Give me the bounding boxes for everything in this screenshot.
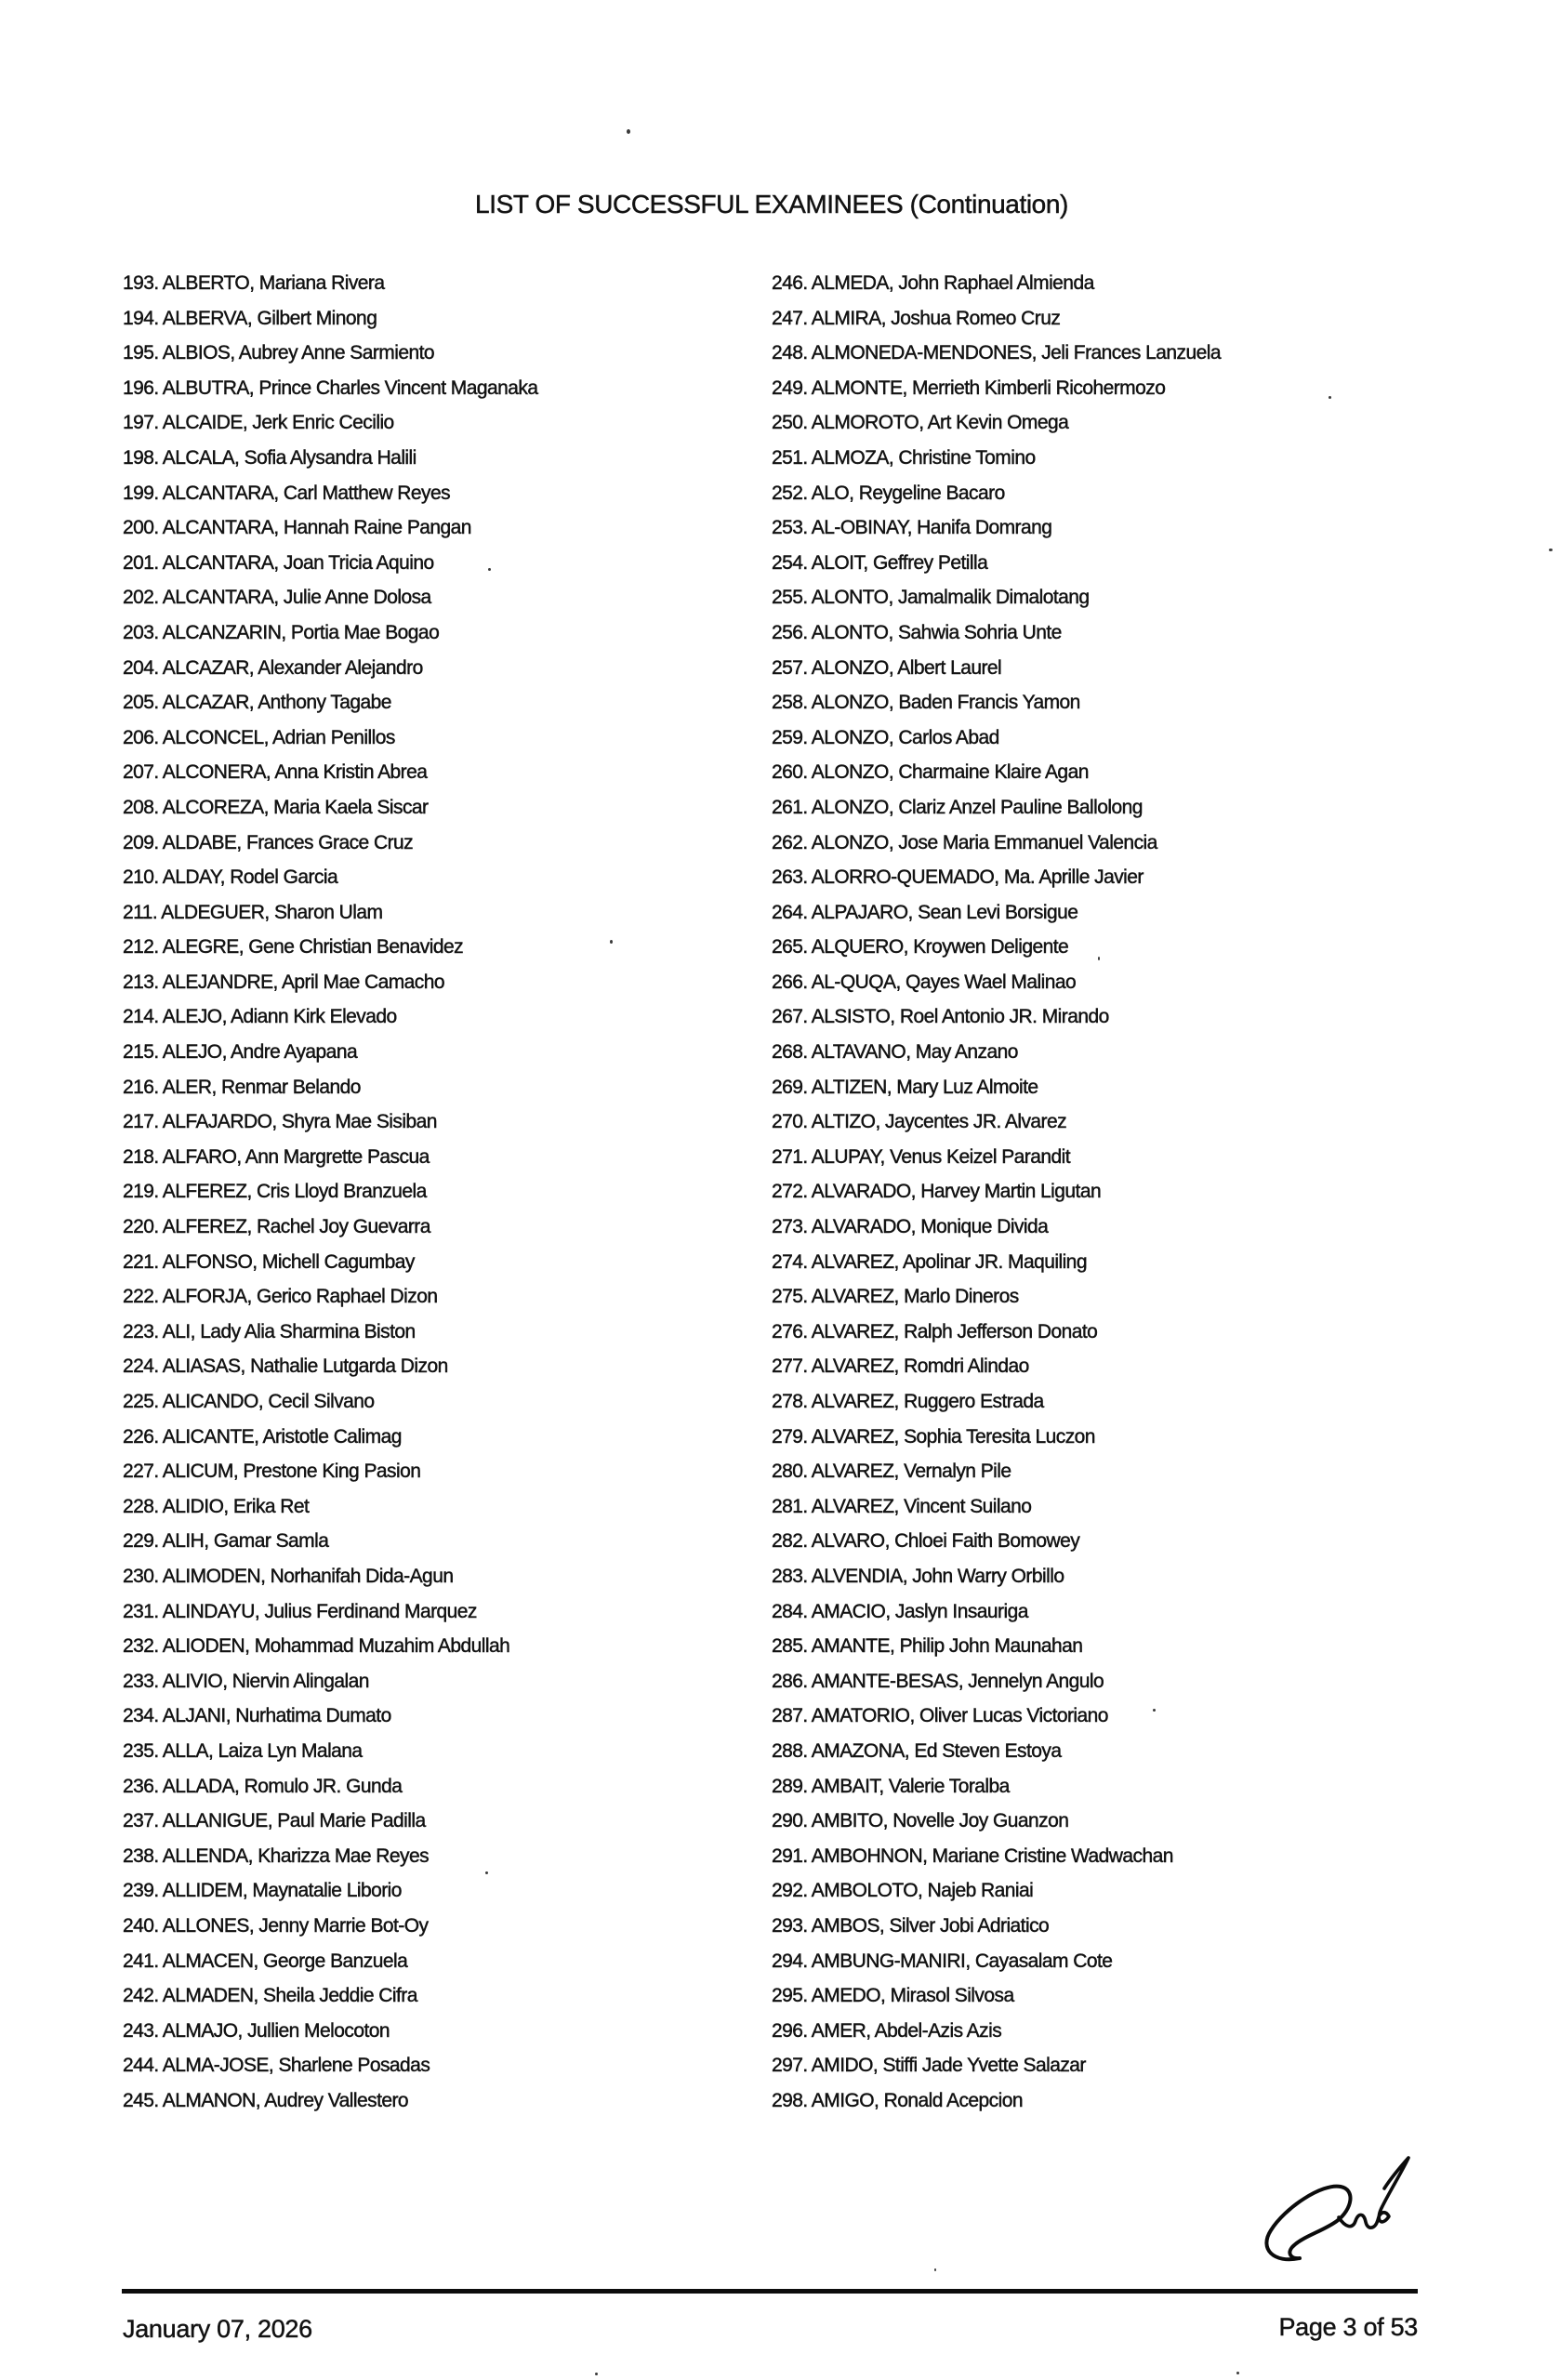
examinee-entry: 208. ALCOREZA, Maria Kaela Siscar — [123, 796, 429, 818]
examinee-entry: 201. ALCANTARA, Joan Tricia Aquino — [123, 551, 434, 574]
examinee-entry: 219. ALFEREZ, Cris Lloyd Branzuela — [123, 1181, 427, 1203]
scan-speck — [1549, 549, 1553, 551]
examinee-entry: 220. ALFEREZ, Rachel Joy Guevarra — [123, 1216, 430, 1238]
examinee-entry: 282. ALVARO, Chloei Faith Bomowey — [772, 1530, 1080, 1553]
examinee-entry: 250. ALMOROTO, Art Kevin Omega — [772, 412, 1069, 434]
examinee-entry: 226. ALICANTE, Aristotle Calimag — [123, 1425, 402, 1448]
examinee-entry: 204. ALCAZAR, Alexander Alejandro — [123, 656, 423, 679]
examinees-column-right — [772, 266, 1422, 2118]
examinee-entry: 290. AMBITO, Novelle Joy Guanzon — [772, 1810, 1069, 1832]
examinee-entry: 266. AL-QUQA, Qayes Wael Malinao — [772, 971, 1077, 993]
examinee-entry: 293. AMBOS, Silver Jobi Adriatico — [772, 1914, 1050, 1937]
examinee-entry: 235. ALLA, Laiza Lyn Malana — [123, 1739, 363, 1762]
examinee-entry: 210. ALDAY, Rodel Garcia — [123, 866, 338, 889]
examinee-entry: 206. ALCONCEL, Adrian Penillos — [123, 726, 395, 748]
examinee-entry: 205. ALCAZAR, Anthony Tagabe — [123, 692, 391, 714]
examinee-entry: 288. AMAZONA, Ed Steven Estoya — [772, 1739, 1062, 1762]
examinee-entry: 286. AMANTE-BESAS, Jennelyn Angulo — [772, 1670, 1104, 1692]
examinee-entry: 213. ALEJANDRE, April Mae Camacho — [123, 971, 445, 993]
examinee-entry: 227. ALICUM, Prestone King Pasion — [123, 1461, 421, 1483]
examinee-entry: 254. ALOIT, Geffrey Petilla — [772, 551, 988, 574]
examinee-entry: 274. ALVAREZ, Apolinar JR. Maquiling — [772, 1250, 1087, 1273]
examinee-entry: 271. ALUPAY, Venus Keizel Parandit — [772, 1145, 1071, 1168]
examinee-entry: 214. ALEJO, Adiann Kirk Elevado — [123, 1006, 397, 1028]
examinee-entry: 252. ALO, Reygeline Bacaro — [772, 482, 1005, 504]
scan-speck — [1236, 2372, 1239, 2374]
examinee-entry: 276. ALVAREZ, Ralph Jefferson Donato — [772, 1320, 1098, 1342]
examinee-entry: 238. ALLENDA, Kharizza Mae Reyes — [123, 1844, 430, 1867]
examinee-entry: 224. ALIASAS, Nathalie Lutgarda Dizon — [123, 1355, 448, 1378]
examinee-entry: 218. ALFARO, Ann Margrette Pascua — [123, 1145, 430, 1168]
examinee-entry: 268. ALTAVANO, May Anzano — [772, 1041, 1018, 1064]
examinee-entry: 237. ALLANIGUE, Paul Marie Padilla — [123, 1810, 426, 1832]
examinee-entry: 225. ALICANDO, Cecil Silvano — [123, 1391, 375, 1412]
examinee-entry: 255. ALONTO, Jamalmalik Dimalotang — [772, 587, 1090, 609]
examinee-entry: 209. ALDABE, Frances Grace Cruz — [123, 831, 414, 853]
examinee-entry: 249. ALMONTE, Merrieth Kimberli Ricohermozo — [772, 377, 1166, 399]
examinee-entry: 275. ALVAREZ, Marlo Dineros — [772, 1286, 1019, 1308]
examinee-entry: 196. ALBUTRA, Prince Charles Vincent Maganaka — [123, 377, 538, 399]
examinee-entry: 263. ALORRO-QUEMADO, Ma. Aprille Javier — [772, 866, 1144, 889]
examinee-entry: 279. ALVAREZ, Sophia Teresita Luczon — [772, 1425, 1095, 1448]
scan-speck — [1329, 396, 1331, 399]
examinee-entry: 267. ALSISTO, Roel Antonio JR. Mirando — [772, 1006, 1109, 1028]
scan-speck — [934, 2268, 936, 2271]
scan-speck — [488, 568, 491, 571]
examinee-entry: 231. ALINDAYU, Julius Ferdinand Marquez — [123, 1600, 477, 1622]
examinee-entry: 295. AMEDO, Mirasol Silvosa — [772, 1985, 1014, 2007]
examinee-entry: 262. ALONZO, Jose Maria Emmanuel Valencia — [772, 831, 1157, 853]
examinee-entry: 261. ALONZO, Clariz Anzel Pauline Ballolong — [772, 796, 1143, 818]
examinees-column-left — [123, 266, 736, 2118]
examinee-entry: 283. ALVENDIA, John Warry Orbillo — [772, 1565, 1064, 1587]
examinee-entry: 253. AL-OBINAY, Hanifa Domrang — [772, 517, 1052, 539]
examinee-entry: 240. ALLONES, Jenny Marrie Bot-Oy — [123, 1914, 429, 1937]
examinee-entry: 246. ALMEDA, John Raphael Almienda — [772, 272, 1094, 294]
examinee-entry: 217. ALFAJARDO, Shyra Mae Sisiban — [123, 1111, 437, 1133]
examinee-entry: 292. AMBOLOTO, Najeb Raniai — [772, 1880, 1034, 1902]
scan-speck — [627, 129, 630, 134]
examinee-entry: 239. ALLIDEM, Maynatalie Liborio — [123, 1880, 402, 1902]
examinee-entry: 277. ALVAREZ, Romdri Alindao — [772, 1355, 1029, 1378]
examinee-entry: 228. ALIDIO, Erika Ret — [123, 1495, 310, 1517]
examinee-entry: 265. ALQUERO, Kroywen Deligente — [772, 936, 1069, 959]
examinee-entry: 193. ALBERTO, Mariana Rivera — [123, 272, 385, 294]
examinee-entry: 207. ALCONERA, Anna Kristin Abrea — [123, 761, 428, 784]
examinee-entry: 232. ALIODEN, Mohammad Muzahim Abdullah — [123, 1635, 510, 1658]
scan-speck — [610, 940, 613, 944]
examinee-entry: 273. ALVARADO, Monique Divida — [772, 1216, 1049, 1238]
examinee-entry: 198. ALCALA, Sofia Alysandra Halili — [123, 446, 416, 469]
examinee-entry: 278. ALVAREZ, Ruggero Estrada — [772, 1391, 1044, 1412]
examinee-entry: 242. ALMADEN, Sheila Jeddie Cifra — [123, 1985, 417, 2007]
examinee-entry: 215. ALEJO, Andre Ayapana — [123, 1041, 358, 1064]
examinee-entry: 230. ALIMODEN, Norhanifah Dida-Agun — [123, 1565, 454, 1587]
signature — [1235, 2141, 1421, 2264]
scan-speck — [485, 1871, 488, 1874]
examinee-entry: 211. ALDEGUER, Sharon Ulam — [123, 901, 383, 923]
footer-page-number: Page 3 of 53 — [1278, 2313, 1418, 2341]
examinee-entry: 229. ALIH, Gamar Samla — [123, 1530, 329, 1553]
examinee-entry: 199. ALCANTARA, Carl Matthew Reyes — [123, 482, 451, 504]
examinee-entry: 197. ALCAIDE, Jerk Enric Cecilio — [123, 412, 394, 434]
examinee-entry: 269. ALTIZEN, Mary Luz Almoite — [772, 1076, 1038, 1098]
examinee-entry: 202. ALCANTARA, Julie Anne Dolosa — [123, 587, 431, 609]
examinee-entry: 222. ALFORJA, Gerico Raphael Dizon — [123, 1286, 438, 1308]
examinee-entry: 194. ALBERVA, Gilbert Minong — [123, 307, 377, 329]
examinee-entry: 251. ALMOZA, Christine Tomino — [772, 446, 1036, 469]
examinee-entry: 284. AMACIO, Jaslyn Insauriga — [772, 1600, 1028, 1622]
scan-speck — [595, 2373, 598, 2375]
examinee-entry: 296. AMER, Abdel-Azis Azis — [772, 2019, 1002, 2042]
examinee-entry: 298. AMIGO, Ronald Acepcion — [772, 2089, 1023, 2111]
examinee-entry: 258. ALONZO, Baden Francis Yamon — [772, 692, 1080, 714]
examinee-entry: 221. ALFONSO, Michell Cagumbay — [123, 1250, 415, 1273]
examinee-entry: 280. ALVAREZ, Vernalyn Pile — [772, 1461, 1011, 1483]
examinee-entry: 285. AMANTE, Philip John Maunahan — [772, 1635, 1083, 1658]
examinee-entry: 256. ALONTO, Sahwia Sohria Unte — [772, 621, 1062, 643]
examinee-entry: 270. ALTIZO, Jaycentes JR. Alvarez — [772, 1111, 1067, 1133]
footer-date: January 07, 2026 — [123, 2315, 312, 2343]
examinee-entry: 289. AMBAIT, Valerie Toralba — [772, 1775, 1010, 1797]
examinee-entry: 287. AMATORIO, Oliver Lucas Victoriano — [772, 1705, 1108, 1727]
examinee-entry: 233. ALIVIO, Niervin Alingalan — [123, 1670, 369, 1692]
examinee-entry: 260. ALONZO, Charmaine Klaire Agan — [772, 761, 1089, 784]
examinee-entry: 259. ALONZO, Carlos Abad — [772, 726, 999, 748]
examinee-entry: 248. ALMONEDA-MENDONES, Jeli Frances Lanzuela — [772, 342, 1221, 364]
examinee-entry: 294. AMBUNG-MANIRI, Cayasalam Cote — [772, 1950, 1113, 1972]
examinee-entry: 216. ALER, Renmar Belando — [123, 1076, 361, 1098]
examinee-entry: 244. ALMA-JOSE, Sharlene Posadas — [123, 2055, 430, 2077]
examinee-entry: 257. ALONZO, Albert Laurel — [772, 656, 1002, 679]
scan-speck — [1098, 957, 1100, 960]
footer-rule — [122, 2289, 1418, 2294]
examinee-entry: 212. ALEGRE, Gene Christian Benavidez — [123, 936, 464, 959]
page-title: LIST OF SUCCESSFUL EXAMINEES (Continuation) — [475, 190, 1068, 218]
examinee-entry: 264. ALPAJARO, Sean Levi Borsigue — [772, 901, 1078, 923]
examinee-entry: 234. ALJANI, Nurhatima Dumato — [123, 1705, 391, 1727]
scan-speck — [1153, 1709, 1156, 1712]
examinee-entry: 245. ALMANON, Audrey Vallestero — [123, 2089, 409, 2111]
examinee-entry: 203. ALCANZARIN, Portia Mae Bogao — [123, 621, 440, 643]
examinee-entry: 243. ALMAJO, Jullien Melocoton — [123, 2019, 390, 2042]
examinee-entry: 236. ALLADA, Romulo JR. Gunda — [123, 1775, 403, 1797]
examinee-entry: 223. ALI, Lady Alia Sharmina Biston — [123, 1320, 416, 1342]
examinee-entry: 281. ALVAREZ, Vincent Suilano — [772, 1495, 1032, 1517]
examinee-entry: 195. ALBIOS, Aubrey Anne Sarmiento — [123, 342, 435, 364]
examinee-entry: 200. ALCANTARA, Hannah Raine Pangan — [123, 517, 471, 539]
examinee-entry: 297. AMIDO, Stiffi Jade Yvette Salazar — [772, 2055, 1086, 2077]
examinee-entry: 272. ALVARADO, Harvey Martin Ligutan — [772, 1181, 1102, 1203]
examinee-entry: 241. ALMACEN, George Banzuela — [123, 1950, 408, 1972]
examinee-entry: 291. AMBOHNON, Mariane Cristine Wadwachan — [772, 1844, 1173, 1867]
examinee-entry: 247. ALMIRA, Joshua Romeo Cruz — [772, 307, 1061, 329]
